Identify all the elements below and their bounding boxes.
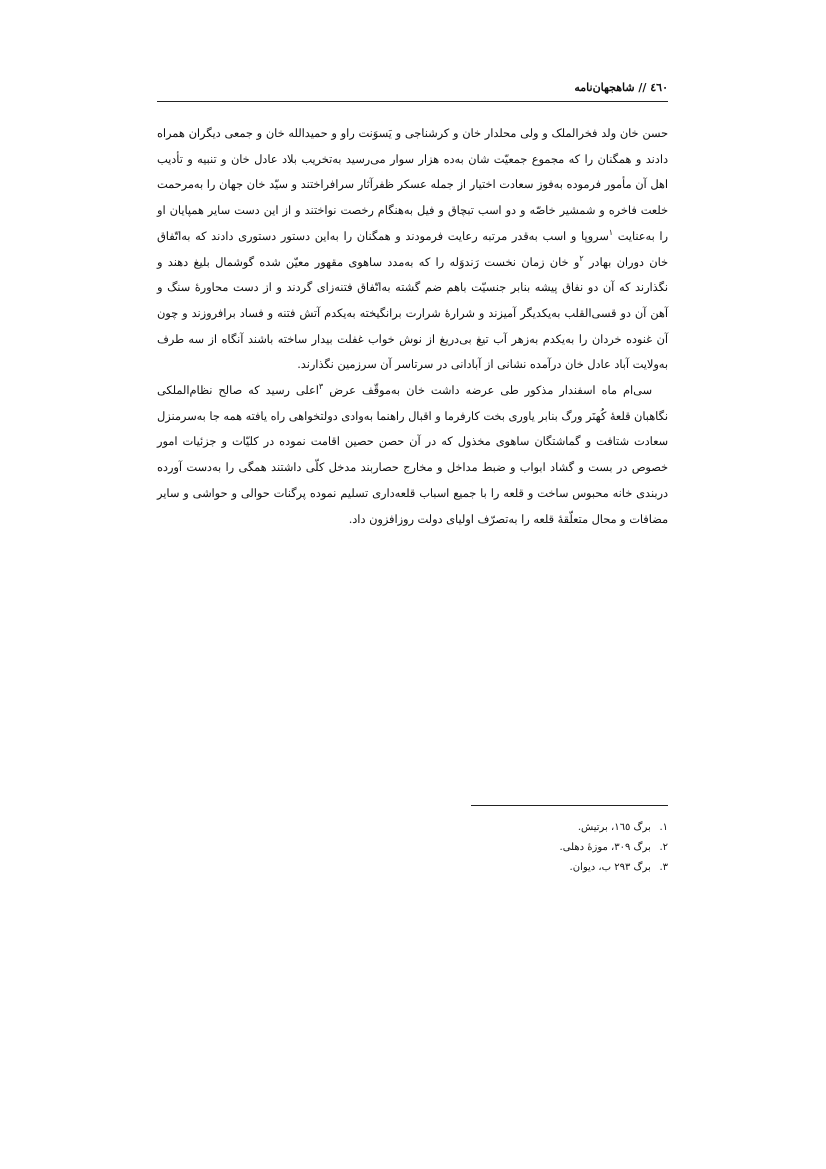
footnote-number: ١. <box>659 822 668 833</box>
footnote-number: ٢. <box>659 842 668 853</box>
footnote-item <box>400 838 668 858</box>
body-text <box>157 121 668 532</box>
text-segment: حسن خان ولد فخرالملک و ولی محلدار خان و کرشناجی و یَسوَنت راو و حمیدالله خان و جمعی دیگران همراه دادند و همگنان را که مجموع جمعیّت شان به‌ده هزار سوار می‌رسید به‌تخریب بلاد عادل خان و تنبیه و تأدیب اهل آن مأمور فرموده به‌فوز سعادت اختیار از جمله عسکر ظفرآثار سرافراختند و سیّد خان جهان را به‌مرحمت خلعت فاخره و شمشیر خاصّه و دو اسب تبچاق و فیل به‌هنگام رخصت نواختند و از این دست سایر همپایان او را به‌عنایت <box>157 127 669 243</box>
footnote-reference[interactable]: ٢ <box>579 253 584 263</box>
paragraph <box>157 378 668 532</box>
text-segment: و خان زمان نخست رَندوَله را که به‌مدد ساهوی مقهور معیّن شده گوشمال بلیغ دهند و نگذارند که آن دو نفاق پیشه بنابر جنسیّت باهم ضم گشته به‌اتّفاق فتنه‌زای گردند و از دست محاورهٔ سنگ و آهن آن دو قسی‌القلب به‌یکدیگر آمیزند و شرارهٔ شرارت برانگیخته به‌یکدم آتش فتنه و فساد برافروزند و چون آن غنوده خردان را به‌یکدم به‌زهر آب تیغ بی‌دریغ از نوش خواب غفلت بیدار ساخته باشند آنگاه از سه طرف به‌ولایت آباد عادل خان درآمده نشانی از آبادانی در سرتاسر آن سرزمین نگذارند. <box>157 255 668 372</box>
footnote-text: برگ ١٦٥، برتیش. <box>577 822 651 833</box>
footnotes <box>400 818 668 878</box>
footnote-rule <box>471 805 668 806</box>
footnote-text: برگ ٢٩٣ ب، دیوان. <box>569 862 651 873</box>
text-segment: اعلی رسید که صالح نظام‌الملکی نگاهبان قلعهٔ کُهنَر ورگ بنابر یاوری بخت کارفرما و اقبال راهنما به‌وادی دولتخواهی راه یافته همه جا به‌سرمنزل سعادت شتافت و گماشتگان ساهوی مخذول که در آن حصن حصین اقامت نموده در کلیّات و جزئیات امور خصوص در بست و گشاد ابواب و ضبط مداخل و مخارج حصاربند مدخل کلّی داشتند همگی را به‌دست آورده دربندی خانه محبوس ساخت و قلعه را با جمیع اسباب قلعه‌داری تسلیم نموده پرگنات حوالی و حواشی و سایر مضافات و محال متعلّقهٔ قلعه را به‌تصرّف اولیای دولت روزافزون داد. <box>157 384 668 526</box>
footnote-reference[interactable]: ١ <box>608 228 614 238</box>
footnote-item <box>400 818 668 838</box>
footnote-reference[interactable]: ٣ <box>318 382 324 392</box>
footnote-number: ٣. <box>659 862 668 873</box>
footnote-text: برگ ٣٠٩، موزهٔ دهلی. <box>559 842 651 853</box>
text-segment: سی‌ام ماه اسفندار مذکور طی عرضه داشت خان به‌موقّف عرض <box>323 384 653 398</box>
running-header: ٤٦٠ // شاهجهان‌نامه <box>574 81 668 94</box>
text-segment: سروپا و اسب به‌قدر مرتبه رعایت فرمودند و همگنان را به‌این دستور دستوری دادند که به‌اتّفاق خان دوران بهادر <box>157 229 668 269</box>
paragraph <box>157 121 668 378</box>
header-rule <box>157 101 668 102</box>
footnote-item <box>400 858 668 878</box>
